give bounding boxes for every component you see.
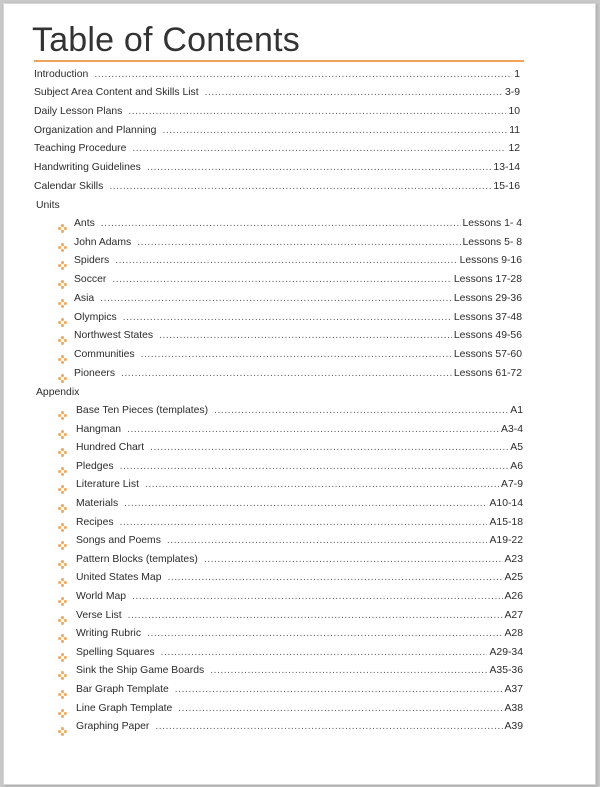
entry-label: Verse List	[76, 609, 122, 621]
entry-page: 15-16	[493, 181, 520, 192]
bullet-icon	[58, 612, 67, 621]
dot-leader	[147, 626, 502, 642]
bullet-icon	[58, 332, 67, 341]
entry-label: Hangman	[76, 423, 122, 435]
unit-entry[interactable]	[74, 328, 522, 344]
toc-entry[interactable]	[34, 179, 520, 195]
appendix-entry[interactable]	[76, 570, 523, 586]
entry-label: Pattern Blocks (templates)	[76, 553, 198, 565]
dot-leader	[147, 160, 492, 176]
bullet-icon	[58, 481, 67, 490]
entry-label: Songs and Poems	[76, 535, 161, 547]
appendix-entry[interactable]	[76, 701, 523, 717]
entry-label: United States Map	[76, 572, 162, 584]
dot-leader	[204, 552, 503, 568]
entry-page: A27	[504, 609, 523, 621]
dot-leader	[123, 310, 452, 326]
dot-leader	[120, 515, 488, 531]
dot-leader	[127, 422, 499, 438]
document-page	[3, 3, 596, 785]
toc-entry[interactable]	[34, 67, 520, 83]
entry-label: Communities	[74, 348, 135, 360]
entry-page: A26	[504, 591, 523, 602]
appendix-entry[interactable]	[76, 719, 523, 735]
entry-label: Northwest States	[74, 330, 154, 342]
entry-label: Hundred Chart	[76, 442, 145, 454]
entry-page: A23	[504, 553, 523, 565]
entry-page: A5	[510, 442, 523, 454]
title-underline	[34, 60, 524, 62]
dot-leader	[175, 682, 503, 698]
entry-page: A38	[504, 702, 523, 714]
entry-label: Bar Graph Template	[76, 684, 169, 695]
entry-page: Lessons 9-16	[459, 255, 522, 267]
bullet-icon	[58, 593, 67, 602]
entry-label: Pioneers	[74, 367, 116, 379]
bullet-icon	[58, 370, 67, 379]
entry-page: 10	[508, 106, 520, 117]
bullet-icon	[58, 667, 67, 676]
appendix-entry[interactable]	[76, 533, 523, 549]
dot-leader	[155, 719, 502, 735]
entry-label: Spelling Squares	[76, 646, 155, 658]
bullet-icon	[58, 239, 67, 248]
bullet-icon	[58, 556, 67, 565]
dot-leader	[121, 366, 452, 382]
appendix-entry[interactable]	[76, 645, 523, 661]
entry-label: Graphing Paper	[76, 721, 150, 733]
entry-page: A1	[510, 405, 523, 416]
dot-leader	[167, 533, 488, 549]
dot-leader	[205, 85, 503, 101]
dot-leader	[162, 123, 507, 139]
entry-page: A35-36	[489, 665, 523, 677]
bullet-icon	[58, 444, 67, 453]
dot-leader	[115, 253, 457, 269]
entry-page: A25	[504, 572, 523, 584]
unit-entry[interactable]	[74, 253, 522, 269]
entry-label: Sink the Ship Game Boards	[76, 665, 205, 677]
dot-leader	[214, 403, 508, 419]
entry-page: Lessons 49-56	[453, 330, 522, 342]
bullet-icon	[58, 723, 67, 732]
unit-entry[interactable]	[74, 216, 522, 232]
dot-leader	[150, 440, 508, 456]
appendix-entry[interactable]	[76, 552, 523, 568]
toc-entry[interactable]	[34, 123, 520, 139]
entry-page: A37	[504, 684, 523, 695]
dot-leader	[178, 701, 502, 717]
dot-leader	[159, 328, 452, 344]
dot-leader	[101, 216, 461, 232]
entry-page: A29-34	[489, 646, 523, 658]
entry-label: Teaching Procedure	[34, 143, 127, 154]
entry-label: Recipes	[76, 516, 114, 528]
dot-leader	[128, 608, 503, 624]
dot-leader	[141, 347, 452, 363]
entry-page: 12	[508, 143, 520, 154]
bullet-icon	[58, 574, 67, 583]
entry-page: A15-18	[489, 516, 523, 528]
entry-label: John Adams	[74, 236, 132, 248]
entry-page: Lessons 57-60	[453, 348, 522, 360]
dot-leader	[112, 272, 451, 288]
bullet-icon	[58, 295, 67, 304]
unit-entry[interactable]	[74, 310, 522, 326]
bullet-icon	[58, 686, 67, 695]
dot-leader	[145, 477, 499, 493]
bullet-icon	[58, 463, 67, 472]
appendix-entry[interactable]	[76, 663, 523, 679]
dot-leader	[132, 589, 502, 605]
bullet-icon	[58, 537, 67, 546]
dot-leader	[128, 104, 506, 120]
unit-entry[interactable]	[74, 291, 522, 307]
dot-leader	[210, 663, 487, 679]
appendix-entry[interactable]	[76, 515, 523, 531]
bullet-icon	[58, 500, 67, 509]
entry-page: Lessons 17-28	[453, 274, 522, 286]
entry-label: Handwriting Guidelines	[34, 162, 141, 173]
toc-entry[interactable]	[34, 104, 520, 120]
entry-label: Base Ten Pieces (templates)	[76, 405, 209, 416]
unit-entry[interactable]	[74, 235, 522, 251]
entry-label: Daily Lesson Plans	[34, 106, 123, 117]
appendix-entry[interactable]	[76, 608, 523, 624]
entry-label: Olympics	[74, 311, 117, 323]
entry-page: A39	[504, 721, 523, 733]
bullet-icon	[58, 649, 67, 658]
entry-page: 13-14	[493, 162, 520, 173]
appendix-entry[interactable]	[76, 422, 523, 438]
entry-page: 11	[509, 125, 520, 136]
entry-label: Introduction	[34, 69, 89, 80]
dot-leader	[124, 496, 487, 512]
entry-page: Lessons 37-48	[453, 311, 522, 323]
appendix-entry[interactable]	[76, 682, 523, 698]
dot-leader	[109, 179, 491, 195]
entry-page: A28	[504, 628, 523, 640]
bullet-icon	[58, 705, 67, 714]
toc-entry[interactable]	[34, 160, 520, 176]
appendix-entry[interactable]	[76, 589, 523, 605]
entry-label: Literature List	[76, 479, 139, 491]
entry-label: Ants	[74, 218, 95, 229]
entry-page: 3-9	[504, 87, 520, 98]
entry-label: Line Graph Template	[76, 702, 173, 714]
entry-label: World Map	[76, 591, 127, 602]
unit-entry[interactable]	[74, 272, 522, 288]
entry-page: Lessons 1- 4	[462, 218, 522, 229]
bullet-icon	[58, 426, 67, 435]
entry-page: Lessons 5- 8	[462, 236, 522, 248]
entry-page: A6	[510, 460, 523, 472]
page-title: Table of Contents	[32, 21, 301, 59]
entry-page: 1	[514, 69, 520, 80]
unit-entry[interactable]	[74, 366, 522, 382]
dot-leader	[161, 645, 488, 661]
entry-label: Calendar Skills	[34, 181, 104, 192]
entry-page: A3-4	[501, 423, 523, 435]
toc-entry[interactable]	[34, 141, 520, 157]
appendix-entry[interactable]	[76, 403, 523, 419]
bullet-icon	[58, 220, 67, 229]
bullet-icon	[58, 351, 67, 360]
appendix-entry[interactable]	[76, 440, 523, 456]
dot-leader	[120, 459, 509, 475]
entry-page: A19-22	[489, 535, 523, 547]
appendix-entry[interactable]	[76, 496, 523, 512]
dot-leader	[137, 235, 460, 251]
dot-leader	[132, 141, 506, 157]
entry-label: Materials	[76, 498, 119, 509]
entry-label: Soccer	[74, 274, 107, 286]
toc-entry[interactable]	[34, 85, 520, 101]
entry-page: A10-14	[489, 498, 523, 509]
entry-label: Writing Rubric	[76, 628, 142, 640]
entry-page: Lessons 61-72	[453, 367, 522, 379]
entry-page: Lessons 29-36	[453, 292, 522, 304]
appendix-entry[interactable]	[76, 626, 523, 642]
entry-label: Spiders	[74, 255, 110, 267]
appendix-entry[interactable]	[76, 477, 523, 493]
dot-leader	[100, 291, 452, 307]
units-heading: Units	[36, 200, 60, 211]
bullet-icon	[58, 407, 67, 416]
bullet-icon	[58, 630, 67, 639]
appendix-entry[interactable]	[76, 459, 523, 475]
entry-label: Subject Area Content and Skills List	[34, 87, 199, 98]
entry-label: Asia	[74, 292, 95, 304]
bullet-icon	[58, 276, 67, 285]
unit-entry[interactable]	[74, 347, 522, 363]
dot-leader	[167, 570, 502, 586]
bullet-icon	[58, 519, 67, 528]
entry-label: Organization and Planning	[34, 125, 157, 136]
bullet-icon	[58, 314, 67, 323]
entry-page: A7-9	[501, 479, 523, 491]
bullet-icon	[58, 257, 67, 266]
dot-leader	[94, 67, 512, 83]
appendix-heading: Appendix	[36, 387, 80, 398]
entry-label: Pledges	[76, 460, 114, 472]
